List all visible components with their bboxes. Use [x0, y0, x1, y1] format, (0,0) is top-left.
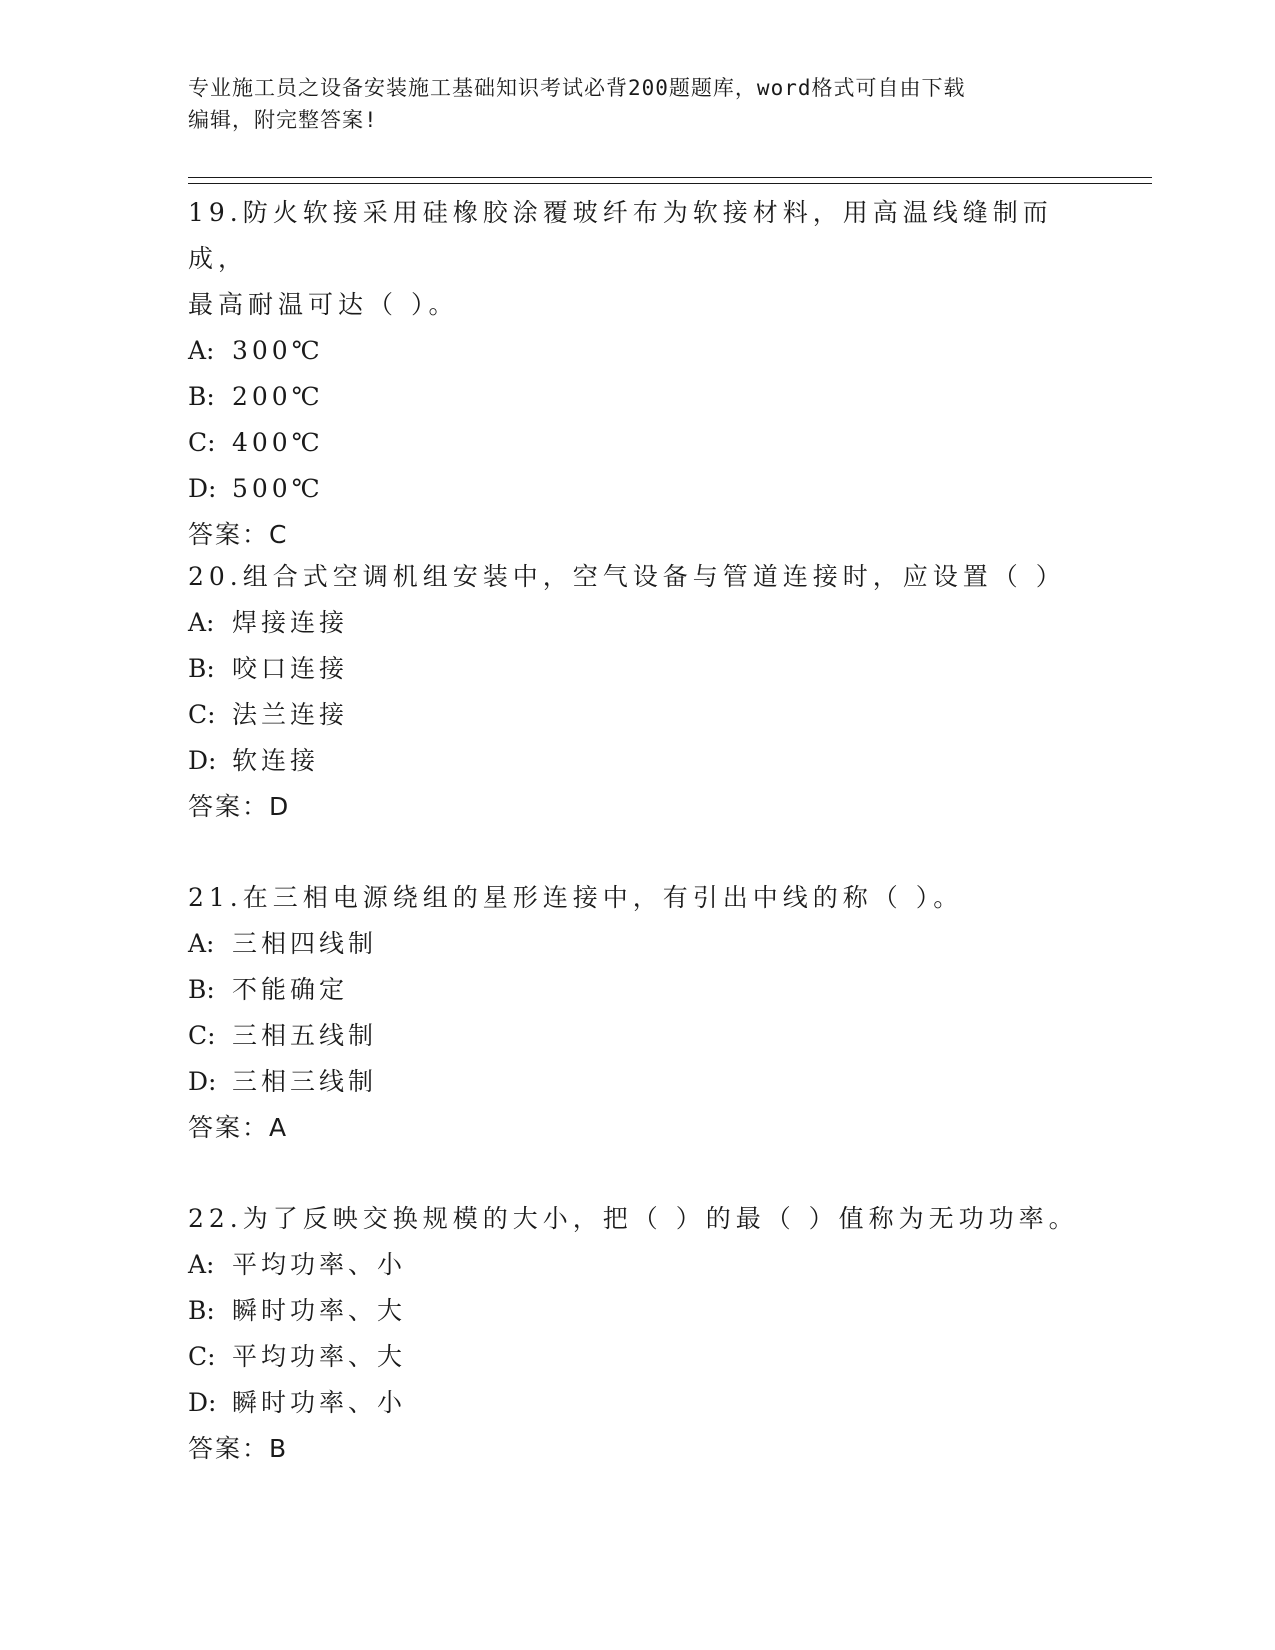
option-text: 平均功率、大 — [232, 1342, 407, 1371]
answer-line: 答案：A — [188, 1113, 289, 1142]
question-19 — [188, 190, 1088, 558]
option-d — [188, 466, 1088, 512]
option-text: 瞬时功率、大 — [232, 1296, 407, 1325]
header-divider-bottom — [188, 183, 1152, 184]
option-label: A: — [188, 929, 215, 958]
option-text: 咬口连接 — [232, 654, 349, 683]
option-text: 300℃ — [232, 336, 324, 365]
document-header — [188, 72, 1068, 136]
option-c — [188, 1013, 1088, 1059]
option-label: D: — [188, 1388, 217, 1417]
option-a — [188, 328, 1088, 374]
question-stem-line-1: 20.组合式空调机组安装中，空气设备与管道连接时，应设置（ ） — [188, 562, 1066, 591]
option-c — [188, 1334, 1088, 1380]
header-line-1: 专业施工员之设备安装施工基础知识考试必背200题题库，word格式可自由下载 — [188, 76, 966, 100]
question-stem-line-1: 22.为了反映交换规模的大小，把（ ）的最（ ）值称为无功功率。 — [188, 1204, 1079, 1233]
option-label: B: — [188, 975, 215, 1004]
option-text: 三相四线制 — [232, 929, 378, 958]
option-text: 法兰连接 — [232, 700, 349, 729]
option-d — [188, 738, 1088, 784]
option-text: 三相三线制 — [232, 1067, 378, 1096]
answer-line: 答案：D — [188, 792, 291, 821]
option-label: B: — [188, 382, 215, 411]
option-text: 三相五线制 — [232, 1021, 378, 1050]
option-label: C: — [188, 1021, 216, 1050]
question-stem-line-1: 21.在三相电源绕组的星形连接中，有引出中线的称（ ）。 — [188, 883, 964, 912]
option-a — [188, 921, 1088, 967]
option-label: A: — [188, 336, 215, 365]
option-a — [188, 600, 1088, 646]
header-line-2: 编辑，附完整答案! — [188, 108, 378, 132]
option-c — [188, 692, 1088, 738]
option-text: 瞬时功率、小 — [232, 1388, 407, 1417]
option-text: 焊接连接 — [232, 608, 349, 637]
option-b — [188, 1288, 1088, 1334]
question-stem-line-1: 19.防火软接采用硅橡胶涂覆玻纤布为软接材料，用高温线缝制而成， — [188, 198, 1053, 273]
option-label: A: — [188, 1250, 215, 1279]
option-a — [188, 1242, 1088, 1288]
question-stem-line-2: 最高耐温可达（ ）。 — [188, 290, 459, 319]
answer-line: 答案：C — [188, 520, 289, 549]
option-label: A: — [188, 608, 215, 637]
option-label: C: — [188, 1342, 216, 1371]
option-label: C: — [188, 700, 216, 729]
option-d — [188, 1059, 1088, 1105]
option-text: 不能确定 — [232, 975, 349, 1004]
question-20 — [188, 554, 1088, 830]
option-label: B: — [188, 654, 215, 683]
option-label: C: — [188, 428, 216, 457]
option-text: 软连接 — [232, 746, 320, 775]
option-text: 400℃ — [232, 428, 324, 457]
option-text: 200℃ — [232, 382, 324, 411]
header-divider-top — [188, 177, 1152, 178]
option-label: D: — [188, 746, 217, 775]
option-b — [188, 646, 1088, 692]
option-text: 平均功率、小 — [232, 1250, 407, 1279]
option-label: D: — [188, 474, 217, 503]
option-b — [188, 967, 1088, 1013]
option-label: B: — [188, 1296, 215, 1325]
option-c — [188, 420, 1088, 466]
option-label: D: — [188, 1067, 217, 1096]
answer-line: 答案：B — [188, 1434, 289, 1463]
option-text: 500℃ — [232, 474, 324, 503]
option-b — [188, 374, 1088, 420]
question-21 — [188, 875, 1088, 1151]
question-22 — [188, 1196, 1088, 1472]
option-d — [188, 1380, 1088, 1426]
